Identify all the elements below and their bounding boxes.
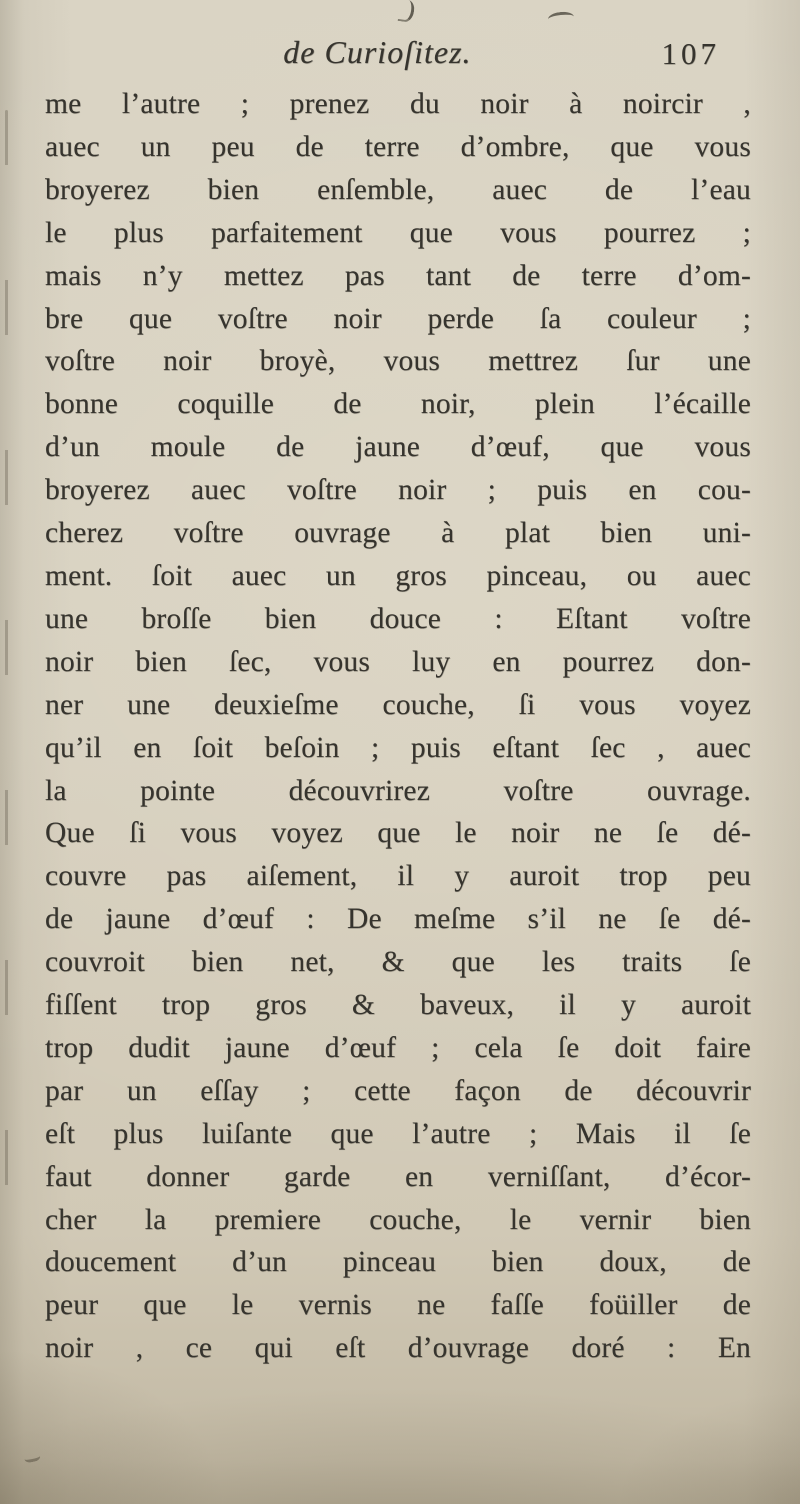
text-line: la pointe découvrirez voſtre ouvrage.	[45, 774, 751, 807]
running-title: de Curioſitez.	[283, 34, 472, 70]
text-line: couvroit bien net, & que les traits ſe	[45, 946, 751, 979]
text-line: cher la premiere couche, le vernir bien	[45, 1203, 751, 1236]
body-text	[45, 83, 751, 1370]
text-line: broyerez auec voſtre noir ; puis en cou-	[45, 474, 751, 507]
text-line: broyerez bien enſemble, auec de l’eau	[45, 173, 751, 206]
text-line: peur que le vernis ne faſſe foüiller de	[45, 1289, 751, 1322]
page-number: 107	[661, 36, 720, 71]
text-line: qu’il en ſoit beſoin ; puis eſtant ſec , auec	[45, 731, 751, 764]
ink-mark	[398, 0, 416, 23]
text-line: trop dudit jaune d’œuf ; cela ſe doit faire	[45, 1031, 751, 1064]
text-line: mais n’y mettez pas tant de terre d’om-	[45, 259, 751, 292]
text-line: fiſſent trop gros & baveux, il y auroit	[45, 989, 751, 1022]
page-header	[0, 34, 800, 76]
text-line: faut donner garde en verniſſant, d’écor-	[45, 1160, 751, 1193]
page-edge-marks	[5, 110, 8, 1244]
text-line: ment. ſoit auec un gros pinceau, ou auec	[45, 559, 751, 592]
text-line: de jaune d’œuf : De meſme s’il ne ſe dé-	[45, 903, 751, 936]
ink-mark	[547, 11, 574, 26]
text-line: une broſſe bien douce : Eſtant voſtre	[45, 602, 751, 635]
text-line: doucement d’un pinceau bien doux, de	[45, 1246, 751, 1279]
text-line: bonne coquille de noir, plein l’écaille	[45, 388, 751, 421]
text-line: par un eſſay ; cette façon de découvrir	[45, 1074, 751, 1107]
text-line: d’un moule de jaune d’œuf, que vous	[45, 431, 751, 464]
text-line: ner une deuxieſme couche, ſi vous voyez	[45, 688, 751, 721]
text-line: le plus parfaitement que vous pourrez ;	[45, 216, 751, 249]
text-line: eſt plus luiſante que l’autre ; Mais il ſe	[45, 1117, 751, 1150]
text-line: Que ſi vous voyez que le noir ne ſe dé-	[45, 817, 751, 850]
text-line: noir bien ſec, vous luy en pourrez don-	[45, 645, 751, 678]
text-line: me l’autre ; prenez du noir à noircir ,	[45, 88, 751, 120]
text-line: bre que voſtre noir perde ſa couleur ;	[45, 302, 751, 335]
ink-mark	[23, 1449, 41, 1463]
text-line: noir , ce qui eſt d’ouvrage doré : En	[45, 1332, 751, 1365]
text-line: cherez voſtre ouvrage à plat bien uni-	[45, 517, 751, 550]
text-line: couvre pas aiſement, il y auroit trop peu	[45, 860, 751, 893]
text-line: auec un peu de terre d’ombre, que vous	[45, 130, 751, 163]
text-line: voſtre noir broyè, vous mettrez ſur une	[45, 345, 751, 378]
